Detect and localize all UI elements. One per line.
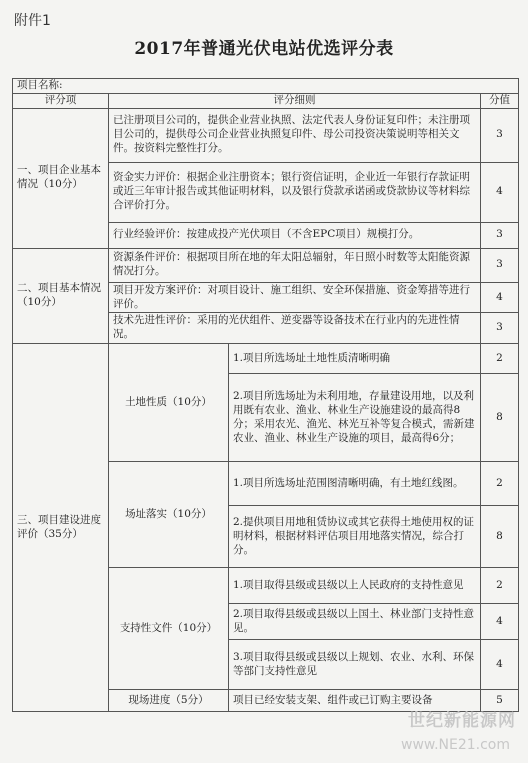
section1-category: 一、项目企业基本情况（10分） — [13, 108, 109, 248]
score-cell: 3 — [481, 248, 519, 282]
section2-category: 二、项目基本情况（10分） — [13, 248, 109, 343]
project-name-row — [13, 79, 519, 94]
detail-cell: 1.项目取得县级或县级以上人民政府的支持性意见 — [229, 568, 481, 604]
detail-cell: 已注册项目公司的，提供企业营业执照、法定代表人身份证复印件；未注册项目公司的，提供母公司企业营业执照复印件、母公司投资决策说明等相关文件。按资料完整性打分。 — [109, 108, 481, 162]
score-cell: 4 — [481, 162, 519, 222]
score-cell: 8 — [481, 374, 519, 462]
score-cell: 4 — [481, 640, 519, 690]
score-cell: 2 — [481, 462, 519, 506]
detail-cell: 项目开发方案评价：对项目设计、施工组织、安全环保措施、资金筹措等进行评价。 — [109, 282, 481, 313]
score-cell: 3 — [481, 313, 519, 344]
detail-cell: 3.项目取得县级或县级以上规划、农业、水利、环保等部门支持性意见 — [229, 640, 481, 690]
table-row — [13, 108, 519, 162]
header-item: 评分项 — [13, 93, 109, 108]
group-site-progress: 现场进度（5分） — [109, 690, 229, 712]
table-row — [13, 248, 519, 282]
detail-cell: 2.提供项目用地租赁协议或其它获得土地使用权的证明材料，根据材料评估项目用地落实情况，综合打分。 — [229, 506, 481, 568]
score-cell: 4 — [481, 604, 519, 640]
table-row — [13, 344, 519, 374]
scoring-table — [12, 78, 519, 712]
watermark-text: 世纪新能源网 — [408, 711, 516, 731]
score-cell: 3 — [481, 222, 519, 248]
score-cell: 3 — [481, 108, 519, 162]
detail-cell: 资金实力评价：根据企业注册资本；银行资信证明，企业近一年银行存款证明或近三年审计报告或其他证明材料，以及银行贷款承诺函或贷款协议等材料综合评价打分。 — [109, 162, 481, 222]
attachment-label: 附件1 — [14, 13, 51, 29]
detail-cell: 项目已经安装支架、组件或已订购主要设备 — [229, 690, 481, 712]
header-row — [13, 93, 519, 108]
group-support-docs: 支持性文件（10分） — [109, 568, 229, 690]
group-site: 场址落实（10分） — [109, 462, 229, 568]
page-title: 2017年普通光伏电站优选评分表 — [134, 39, 394, 59]
score-cell: 2 — [481, 344, 519, 374]
detail-cell: 1.项目所选场址范围图清晰明确，有土地红线图。 — [229, 462, 481, 506]
score-cell: 4 — [481, 282, 519, 313]
header-score: 分值 — [481, 93, 519, 108]
detail-cell: 2.项目取得县级或县级以上国土、林业部门支持性意见。 — [229, 604, 481, 640]
watermark-url: www.NE21.com — [401, 737, 510, 753]
score-cell: 8 — [481, 506, 519, 568]
detail-cell: 行业经验评价：按建成投产光伏项目（不含EPC项目）规模打分。 — [109, 222, 481, 248]
detail-cell: 1.项目所选场址土地性质清晰明确 — [229, 344, 481, 374]
detail-cell: 资源条件评价：根据项目所在地的年太阳总辐射，年日照小时数等太阳能资源情况打分。 — [109, 248, 481, 282]
project-name-label: 项目名称: — [13, 79, 519, 94]
header-detail: 评分细则 — [109, 93, 481, 108]
group-land-nature: 土地性质（10分） — [109, 344, 229, 462]
detail-cell: 技术先进性评价：采用的光伏组件、逆变器等设备技术在行业内的先进性情况。 — [109, 313, 481, 344]
section3-category: 三、项目建设进度评价（35分） — [13, 344, 109, 712]
score-cell: 2 — [481, 568, 519, 604]
score-cell: 5 — [481, 690, 519, 712]
detail-cell: 2.项目所选场址为未利用地，存量建设用地，以及利用既有农业、渔业、林业生产设施建设的最高得8分；采用农光、渔光、林光互补等复合模式，需新建农业、渔业、林业生产设施的项目，最高得6分； — [229, 374, 481, 462]
